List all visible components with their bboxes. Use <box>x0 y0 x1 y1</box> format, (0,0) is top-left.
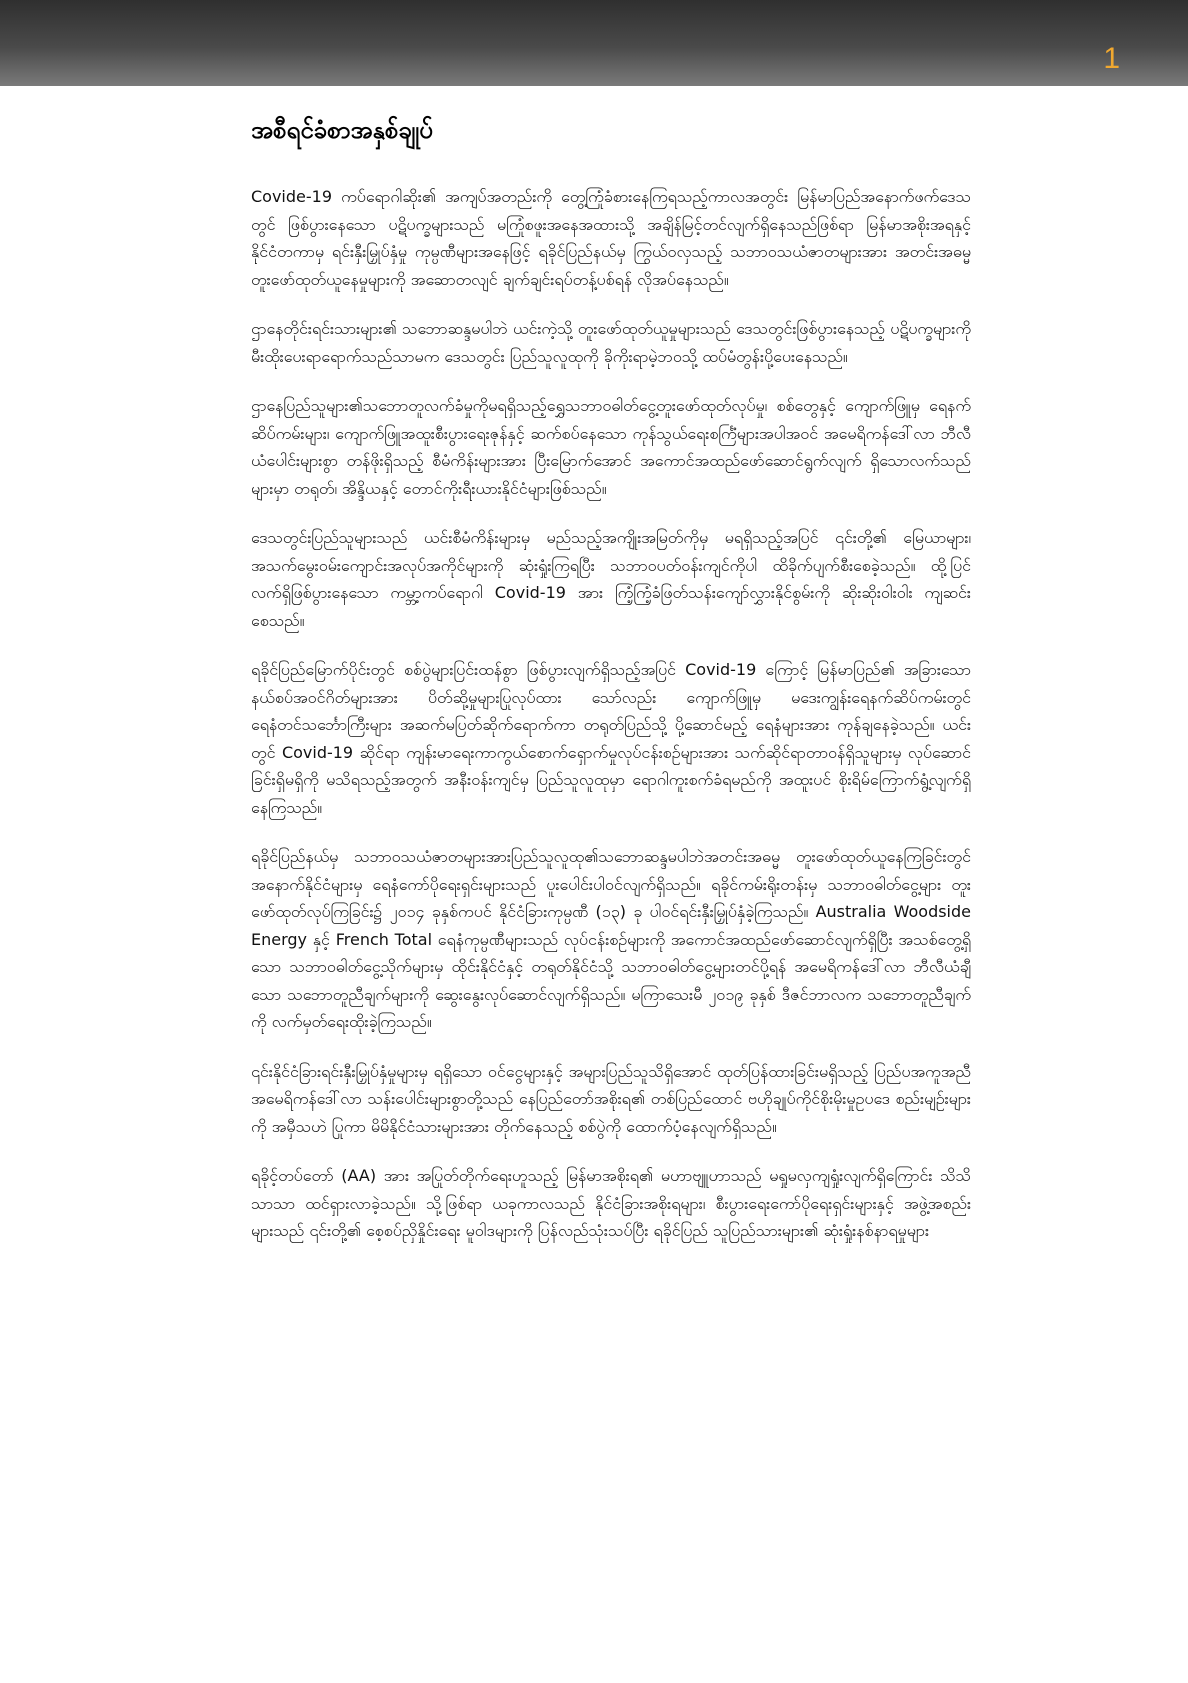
paragraph: ရခိုင်ပြည်မြောက်ပိုင်းတွင် စစ်ပွဲများပြင်းထန်စွာ ဖြစ်ပွားလျက်ရှိသည့်အပြင် Covid-19 ကြောင့် မြန်မာပြည်၏ အခြားသော နယ်စပ်အဝင်ဂိတ်များအား ပိတ်ဆို့မှုများပြုလုပ်ထား သော်လည်း ကျောက်ဖြူမှ မဒေးကျွန်းရေနက်ဆိပ်ကမ်းတွင် ရေနံတင်သင်္ဘောကြီးများ အဆက်မပြတ်ဆိုက်ရောက်ကာ တရုတ်ပြည်သို့ ပို့ဆောင်မည့် ရေနံများအား ကုန်ချနေခဲ့သည်။ ယင်းတွင် Covid-19 ဆိုင်ရာ ကျန်းမာရေးကာကွယ်စောက်ရှောက်မှုလုပ်ငန်းစဉ်များအား သက်ဆိုင်ရာတာဝန်ရှိသူများမှ လုပ်ဆောင်ခြင်းရှိမရှိကို မသိရသည့်အတွက် အနီးဝန်းကျင်မှ ပြည်သူလူထုမှာ ရောဂါကူးစက်ခံရမည်ကို အထူးပင် စိုးရိမ်ကြောက်ရွံ့လျက်ရှိနေကြသည်။ <box>251 660 971 817</box>
paragraph: ၎င်းနိုင်ငံခြားရင်းနှီးမြှုပ်နှံမှုများမှ ရရှိသော ဝင်ငွေများနှင့် အများပြည်သူသိရှိအောင် ထုတ်ပြန်ထားခြင်းမရှိသည့် ပြည်ပအကူအညီ အမေရိကန်ဒေါ်လာ သန်းပေါင်းများစွာတို့သည် နေပြည်တော်အစိုးရ၏ တစ်ပြည်ထောင် ဗဟိုချုပ်ကိုင်စိုးမိုးမှုဥပဒေ စည်းမျဉ်းများကို အမှီသဟဲ ပြုကာ မိမိနိုင်ငံသားများအား တိုက်နေသည့် စစ်ပွဲကို ထောက်ပံ့နေလျက်ရှိသည်။ <box>251 1061 971 1136</box>
document-title: အစီရင်ခံစာအနှစ်ချုပ် <box>251 116 433 144</box>
paragraph: ရခိုင်ပြည်နယ်မှ သဘာဝသယံဇာတများအားပြည်သူလူထု၏သဘောဆန္ဒမပါဘဲအတင်းအဓမ္မ တူးဖော်ထုတ်ယူနေကြခြင်းတွင် အနောက်နိုင်ငံများမှ ရေနံကော်ပိုရေးရှင်းများသည် ပူးပေါင်းပါဝင်လျက်ရှိသည်။ ရခိုင်ကမ်းရိုးတန်းမှ သဘာဝဓါတ်ငွေ့များ တူးဖော်ထုတ်လုပ်ကြခြင်း၌ ၂၀၁၄ ခုနှစ်ကပင် နိုင်ငံခြားကုမ္ပဏီ (၁၃) ခု ပါဝင်ရင်းနှီးမြှုပ်နှံခဲ့ကြသည်။ Australia Woodside Energy နှင့် French Total ရေနံကုမ္ပဏီများသည် လုပ်ငန်းစဉ်များကို အကောင်အထည်ဖော်ဆောင်လျက်ရှိပြီး အသစ်တွေ့ရှိသော သဘာဝဓါတ်ငွေ့သိုက်များမှ ထိုင်းနိုင်ငံနှင့် တရုတ်နိုင်ငံသို့ သဘာဝဓါတ်ငွေ့များတင်ပို့ရန် အမေရိကန်ဒေါ်လာ ဘီလီယံချီသော သဘောတူညီချက်များကို ဆွေးနွေးလုပ်ဆောင်လျက်ရှိသည်။ မကြာသေးမီ ၂၀၁၉ ခုနှစ် ဒီဇင်ဘာလက သဘောတူညီချက်ကို လက်မှတ်ရေးထိုးခဲ့ကြသည်။ <box>251 847 971 1031</box>
paragraph: ရခိုင့်တပ်တော် (AA) အား အပြုတ်တိုက်ရေးဟူသည့် မြန်မာအစိုးရ၏ မဟာဗျူဟာသည် မရှုမလှကျရှုံးလျက်ရှိကြောင်း သိသိသာသာ ထင်ရှားလာခဲ့သည်။ သို့ဖြစ်ရာ ယခုကာလသည် နိုင်ငံခြားအစိုးရများ၊ စီးပွားရေးကော်ပိုရေးရှင်းများနှင့် အဖွဲ့အစည်းများသည် ၎င်းတို့၏ စေ့စပ်ညှိနှိုင်းရေး မူဝါဒများကို ပြန်လည်သုံးသပ်ပြီး ရခိုင်ပြည် သူပြည်သားများ၏ ဆုံးရှုံးနစ်နာရမှုများ <box>251 1166 971 1240</box>
page-header <box>0 0 1188 86</box>
document-body <box>251 115 971 1267</box>
page-number: 1 <box>1103 42 1120 75</box>
paragraph: ဌာနေတိုင်းရင်းသားများ၏ သဘောဆန္ဒမပါဘဲ ယင်းကဲ့သို့ တူးဖော်ထုတ်ယူမှုများသည် ဒေသတွင်းဖြစ်ပွားနေသည့် ပဋိပက္ခများကို မီးထိုးပေးရာရောက်သည်သာမက ဒေသတွင်း ပြည်သူလူထုကို ခိုကိုးရာမဲ့ဘဝသို့ ထပ်မံတွန်းပို့ပေးနေသည်။ <box>251 319 971 366</box>
paragraph: Covide-19 ကပ်ရောဂါဆိုး၏ အကျပ်အတည်းကို တွေ့ကြုံခံစားနေကြရသည့်ကာလအတွင်း မြန်မာပြည်အနောက်ဖက်ဒေသတွင် ဖြစ်ပွားနေသော ပဋိပက္ခများသည် မကြုံစဖူးအနေအထားသို့ အချိန်မြင့်တင်လျက်ရှိနေသည်ဖြစ်ရာ မြန်မာအစိုးအရနှင့် နိုင်ငံတကာမှ ရင်းနှီးမြှုပ်နှံမှု ကုမ္ပဏီများအနေဖြင့် ရခိုင်ပြည်နယ်မှ ကြွယ်ဝလှသည့် သဘာဝသယံဇာတများအား အတင်းအဓမ္မ တူးဖော်ထုတ်ယူနေမှုများကို အဆောတလျင် ချက်ချင်းရပ်တန့်ပစ်ရန် လိုအပ်နေသည်။ <box>251 187 971 289</box>
paragraph: ဌာနေပြည်သူများ၏သဘောတူလက်ခံမှုကိုမရရှိသည့်ရွှေသဘာဝဓါတ်ငွေ့တူးဖော်ထုတ်လုပ်မှု၊ စစ်တွေနှင့် ကျောက်ဖြူမှ ရေနက်ဆိပ်ကမ်းများ၊ ကျောက်ဖြူအထူးစီးပွားရေးဇုန်နှင့် ဆက်စပ်နေသော ကုန်သွယ်ရေးစင်္ကြံများအပါအဝင် အမေရိကန်ဒေါ်လာ ဘီလီယံပေါင်းများစွာ တန်ဖိုးရှိသည့် စီမံကိန်းများအား ပြီးမြောက်အောင် အကောင်အထည်ဖော်ဆောင်ရွက်လျက် ရှိသောလက်သည်များမှာ တရုတ်၊ အိန္ဒိယနှင့် တောင်ကိုးရီးယားနိုင်ငံများဖြစ်သည်။ <box>251 396 971 498</box>
paragraph: ဒေသတွင်းပြည်သူများသည် ယင်းစီမံကိန်းများမှ မည်သည့်အကျိုးအမြတ်ကိုမှ မရရှိသည့်အပြင် ၎င်းတို့၏ မြေယာများ၊ အသက်မွေးဝမ်းကျောင်းအလုပ်အကိုင်များကို ဆုံးရှုံးကြရပြီး သဘာဝပတ်ဝန်းကျင်ကိုပါ ထိခိုက်ပျက်စီးစေခဲ့သည်။ ထို့ပြင် လက်ရှိဖြစ်ပွားနေသော ကမ္ဘာ့ကပ်ရောဂါ Covid-19 အား ကြံ့ကြံ့ခံဖြတ်သန်းကျော်လွှားနိုင်စွမ်းကို ဆိုးဆိုးဝါးဝါး ကျဆင်းစေသည်။ <box>251 528 971 630</box>
